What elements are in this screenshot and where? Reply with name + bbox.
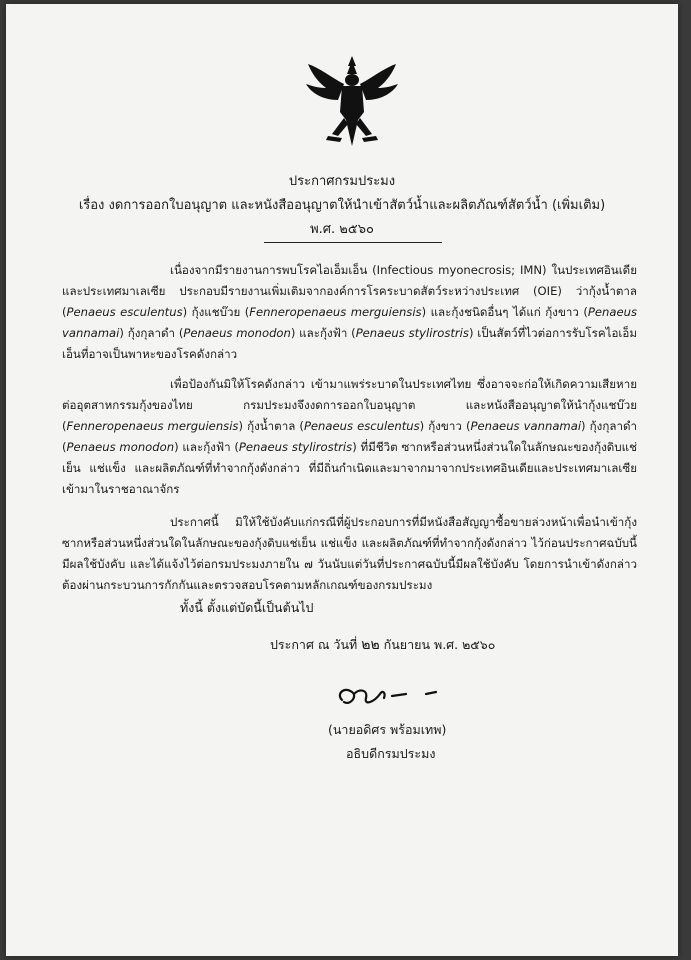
paragraph-3: ประกาศนี้ มิให้ใช้บังคับแก่กรณีที่ผู้ประกอบการที่มีหนังสือสัญญาซื้อขายล่วงหน้าเพื่อนำเข้ากุ้ง ซากหรือส่วนหนึ่งส่วนใดในลักษณะของกุ้งดิบแช่เย็น แช่แข็ง และผลิตภัณฑ์ที่ทำจากกุ้งดังกล่าว ไว้ก่อนประกาศฉบับนี้มีผลใช้บังคับ และได้แจ้งไว้ต่อกรมประมงภายใน ๗ วันนับแต่วันที่ประกาศฉบับนี้มีผลใช้บังคับ โดยการนำเข้าดังกล่าวต้องผ่านกระบวนการกักกันและตรวจสอบโรคตามหลักเกณฑ์ของกรมประมง <box>62 515 637 592</box>
title-divider <box>264 242 442 243</box>
document-title: ประกาศกรมประมง <box>288 174 396 189</box>
document-page <box>6 4 678 956</box>
paragraph-2: เพื่อป้องกันมิให้โรคดังกล่าว เข้ามาแพร่ระบาดในประเทศไทย ซึ่งอาจจะก่อให้เกิดความเสียหายต่ออุตสาหกรรมกุ้งของไทย กรมประมงจึงงดการออกใบอนุญาต และหนังสืออนุญาตให้นำกุ้งแชบ๊วย (Fenneropenaeus merguiensis) กุ้งน้ำตาล (Penaeus esculentus) กุ้งขาว (Penaeus vannamai) กุ้งกุลาดำ (Penaeus monodon) และกุ้งฟ้า (Penaeus stylirostris) ที่มีชีวิต ซากหรือส่วนหนึ่งส่วนใดในลักษณะของกุ้งดิบแช่เย็น แช่แข็ง และผลิตภัณฑ์ที่ทำจากกุ้งดังกล่าว ที่มีถิ่นกำเนิดและมาจากมาจากประเทศอินเดียและประเทศมาเลเซีย เข้ามาในราชอาณาจักร <box>62 377 637 496</box>
date-day: ๒๒ <box>361 637 380 653</box>
document-subject: เรื่อง งดการออกใบอนุญาต และหนังสืออนุญาตให้นำเข้าสัตว์น้ำและผลิตภัณฑ์สัตว์น้ำ (เพิ่มเติม) <box>78 198 606 213</box>
paragraph-1: เนื่องจากมีรายงานการพบโรคไอเอ็มเอ็น (Infectious myonecrosis; IMN) ในประเทศอินเดียและประเทศมาเลเซีย ประกอบมีรายงานเพิ่มเติมจากองค์การโรคระบาดสัตว์ระหว่างประเทศ (OIE) ว่ากุ้งน้ำตาล (Penaeus esculentus) กุ้งแชบ๊วย (Fenneropenaeus merguiensis) และกุ้งชนิดอื่นๆ ได้แก่ กุ้งขาว (Penaeus vannamai) กุ้งกุลาดำ (Penaeus monodon) และกุ้งฟ้า (Penaeus stylirostris) เป็นสัตว์ที่ไวต่อการรับโรคไอเอ็มเอ็นที่อาจเป็นพาหะของโรคดังกล่าว <box>62 263 637 361</box>
signer-name: (นายอดิศร พร้อมเทพ) <box>328 722 447 737</box>
effective-statement: ทั้งนี้ ตั้งแต่บัดนี้เป็นต้นไป <box>180 600 314 615</box>
document-year: พ.ศ. ๒๕๖๐ <box>310 222 374 237</box>
signer-position: อธิบดีกรมประมง <box>346 746 436 761</box>
handwritten-signature <box>334 680 444 714</box>
date-line: ประกาศ ณ วันที่ ๒๒ กันยายน พ.ศ. ๒๕๖๐ <box>270 637 496 653</box>
garuda-emblem-icon <box>302 54 402 150</box>
